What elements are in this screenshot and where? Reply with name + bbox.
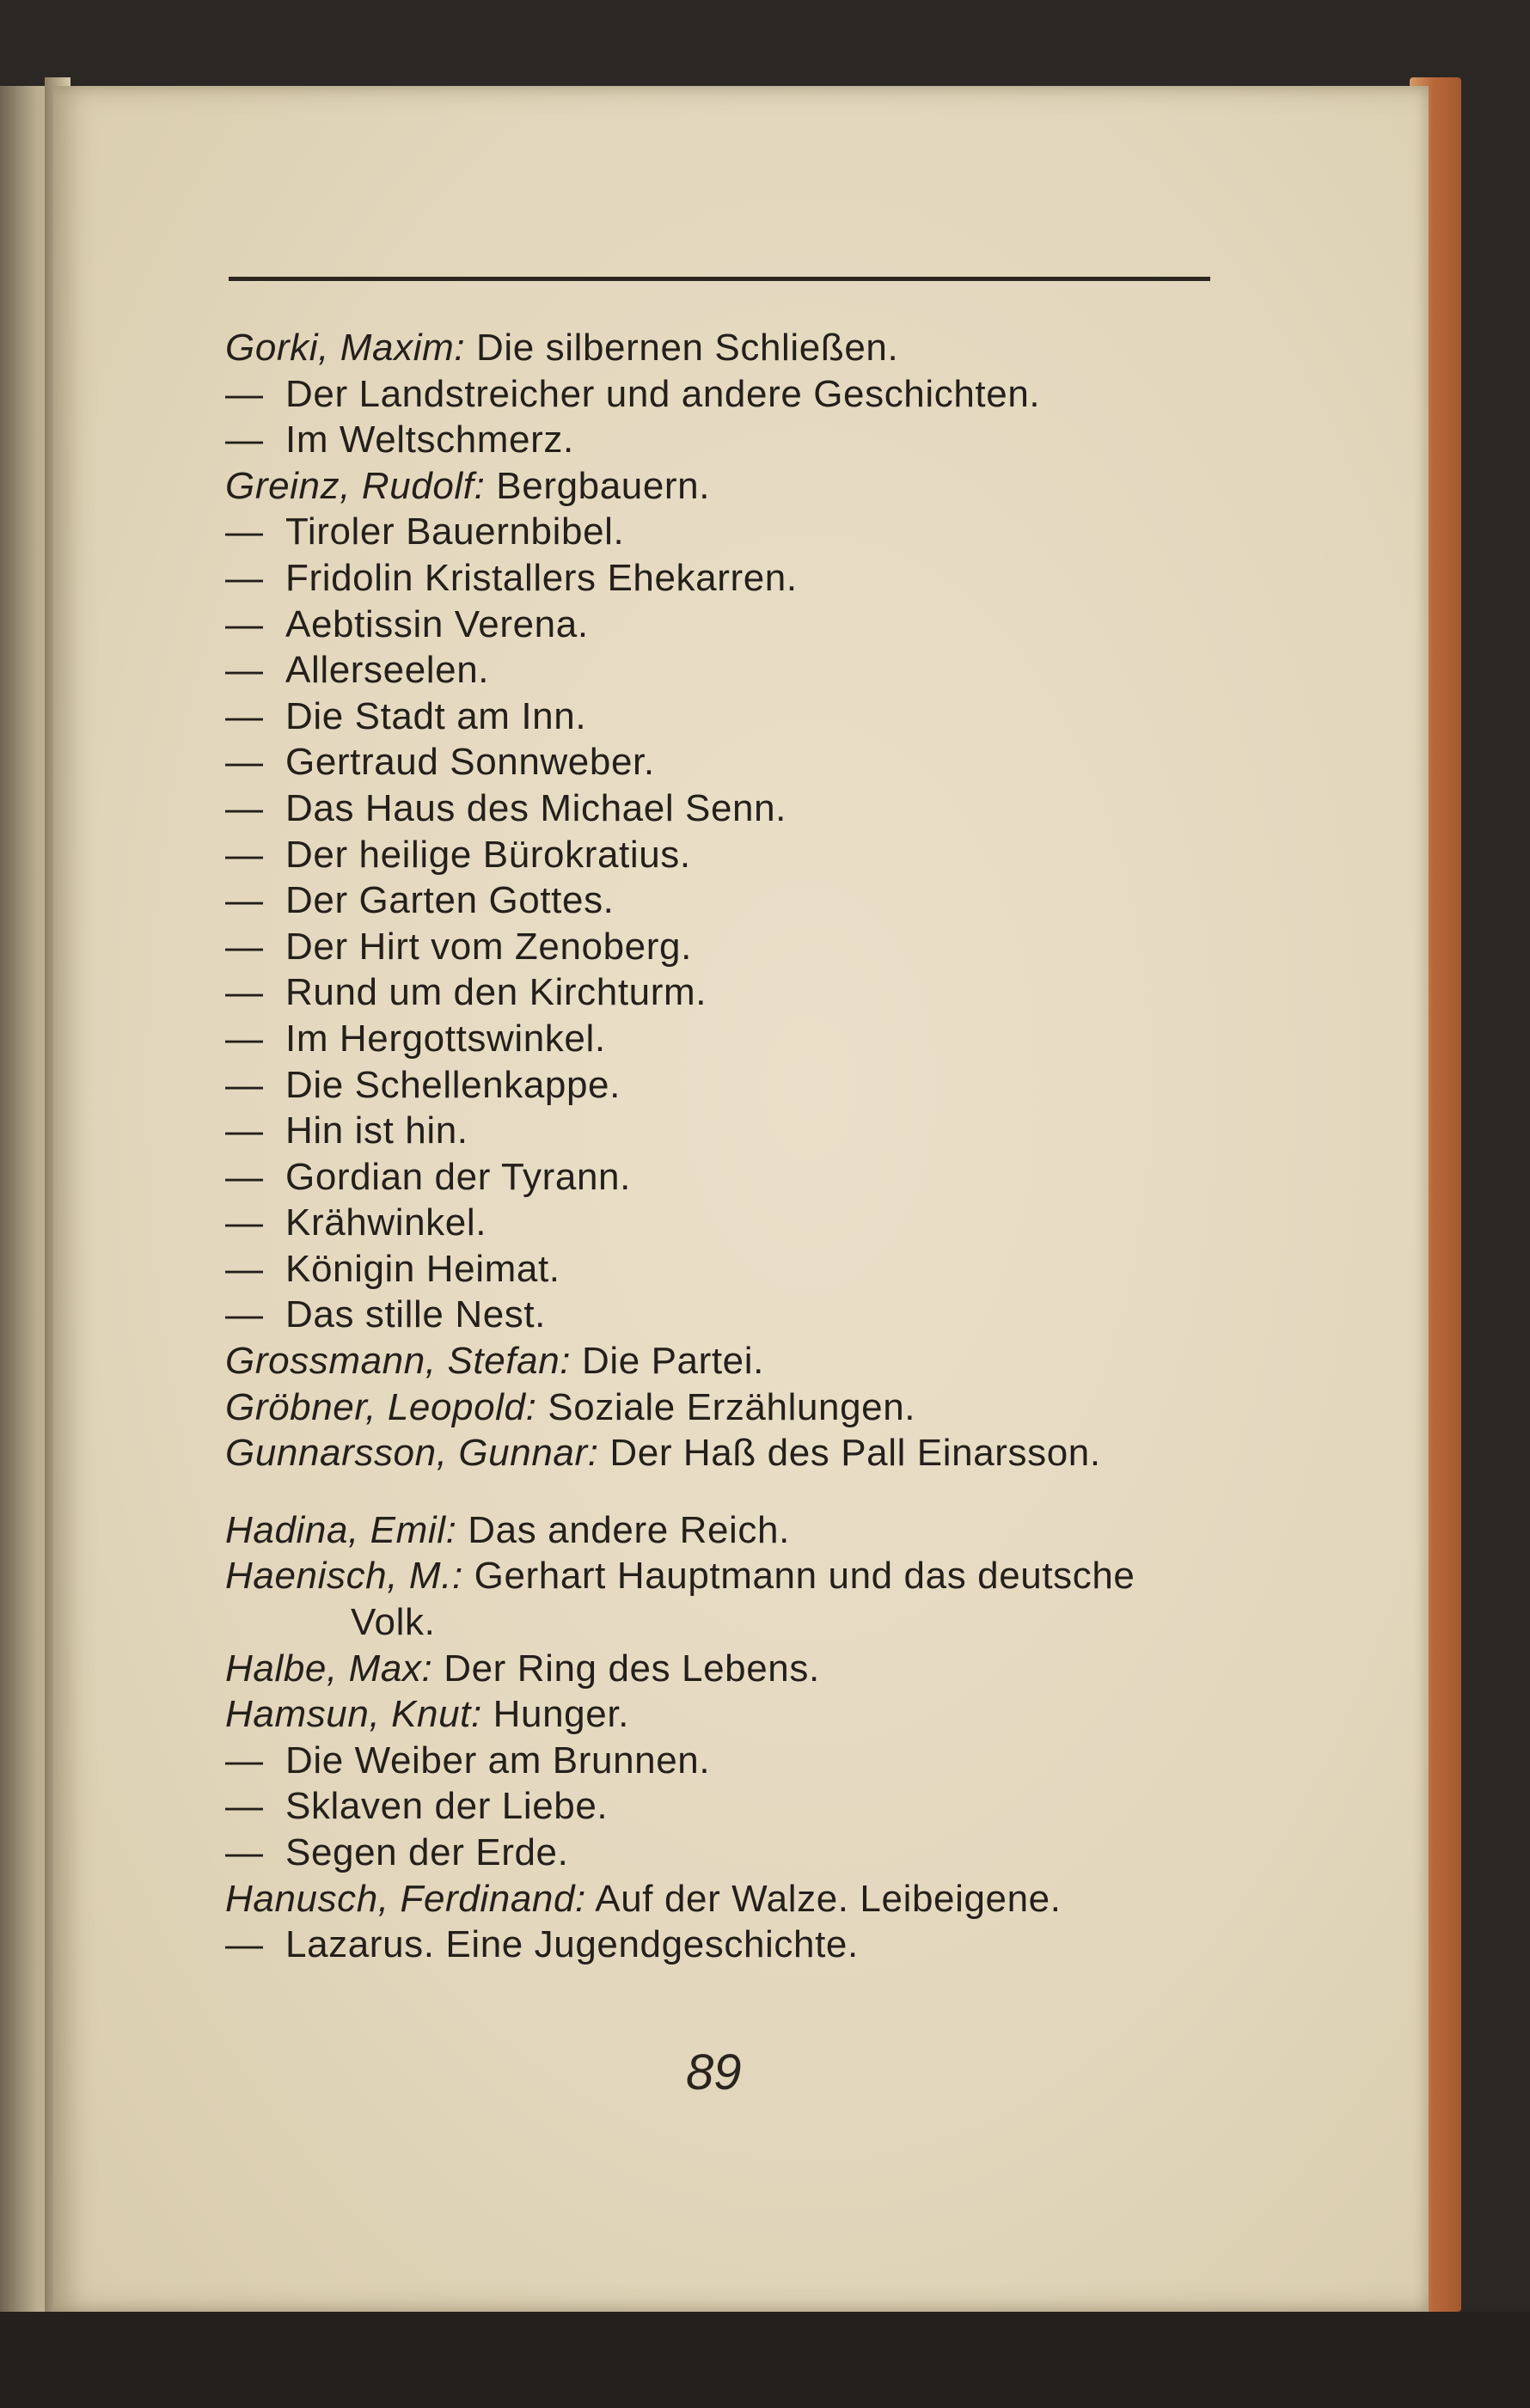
entry-title: Der Landstreicher und andere Geschichten. bbox=[285, 372, 1041, 415]
header-rule bbox=[229, 277, 1210, 281]
entry-title: Der Haß des Pall Einarsson. bbox=[609, 1432, 1101, 1475]
entry-dash: — bbox=[225, 1831, 264, 1873]
entry bbox=[225, 509, 1308, 555]
section-gap bbox=[225, 1476, 1308, 1507]
entry-title: Rund um den Kirchturm. bbox=[285, 971, 707, 1014]
entry-title: Hunger. bbox=[493, 1693, 629, 1736]
entry-continuation: Volk. bbox=[351, 1601, 436, 1644]
entry-title: Soziale Erzählungen. bbox=[548, 1385, 916, 1428]
entry-dash: — bbox=[225, 419, 264, 461]
entry-title: Hin ist hin. bbox=[285, 1109, 468, 1152]
entry-dash: — bbox=[225, 649, 264, 692]
entry-title: Der Hirt vom Zenoberg. bbox=[285, 925, 692, 968]
entry-dash: — bbox=[225, 971, 264, 1014]
entry bbox=[225, 877, 1308, 924]
entry-author: Greinz, Rudolf: bbox=[225, 464, 486, 507]
entry-author: Hamsun, Knut: bbox=[225, 1693, 482, 1736]
entry-dash: — bbox=[225, 786, 264, 829]
scan-background-bottom bbox=[0, 2312, 1530, 2408]
entry-author: Halbe, Max: bbox=[225, 1647, 433, 1690]
entry bbox=[225, 1246, 1308, 1293]
entry bbox=[225, 1553, 1308, 1599]
entry-title: Der Ring des Lebens. bbox=[444, 1647, 820, 1690]
entry bbox=[225, 1016, 1308, 1062]
entry bbox=[225, 1691, 1308, 1738]
entry-dash: — bbox=[225, 1247, 264, 1290]
entry-dash: — bbox=[225, 1293, 264, 1336]
entry bbox=[225, 739, 1308, 785]
entry bbox=[225, 1292, 1308, 1338]
entry bbox=[225, 647, 1308, 694]
entry-author: Hanusch, Ferdinand: bbox=[225, 1877, 586, 1920]
entry-title: Allerseelen. bbox=[285, 649, 490, 692]
entry-dash: — bbox=[225, 1017, 264, 1060]
entry-title: Im Hergottswinkel. bbox=[285, 1017, 606, 1060]
entry-title: Segen der Erde. bbox=[285, 1831, 569, 1873]
page-number: 89 bbox=[686, 2044, 742, 2100]
entry bbox=[225, 1338, 1308, 1384]
entry bbox=[225, 1384, 1308, 1431]
entry-dash: — bbox=[225, 694, 264, 737]
entry-dash: — bbox=[225, 1923, 264, 1966]
entry bbox=[225, 1062, 1308, 1109]
entry bbox=[225, 832, 1308, 878]
entry-title: Die Stadt am Inn. bbox=[285, 694, 587, 737]
entry-dash: — bbox=[225, 556, 264, 599]
entry-title: Das andere Reich. bbox=[468, 1508, 790, 1551]
entry bbox=[225, 417, 1308, 463]
entry bbox=[225, 1646, 1308, 1692]
entry-dash: — bbox=[225, 925, 264, 968]
entry-dash: — bbox=[225, 1063, 264, 1106]
entry-title: Der Garten Gottes. bbox=[285, 879, 615, 922]
entry-author: Haenisch, M.: bbox=[225, 1555, 463, 1598]
entry-title: Die Schellenkappe. bbox=[285, 1063, 621, 1106]
entry-author: Hadina, Emil: bbox=[225, 1508, 457, 1551]
entry-dash: — bbox=[225, 879, 264, 922]
entry-title: Lazarus. Eine Jugendgeschichte. bbox=[285, 1923, 859, 1966]
entry-dash: — bbox=[225, 1785, 264, 1828]
entry-dash: — bbox=[225, 602, 264, 645]
entry bbox=[225, 1783, 1308, 1830]
entry bbox=[225, 1108, 1308, 1154]
catalog-entries bbox=[225, 325, 1308, 1968]
entry-title: Fridolin Kristallers Ehekarren. bbox=[285, 556, 798, 599]
entry-author: Gorki, Maxim: bbox=[225, 327, 466, 369]
entry bbox=[225, 463, 1308, 510]
entry-title: Das stille Nest. bbox=[285, 1293, 547, 1336]
entry bbox=[225, 694, 1308, 740]
entry-dash: — bbox=[225, 741, 264, 784]
entry-title: Die silbernen Schließen. bbox=[475, 327, 899, 369]
entry-dash: — bbox=[225, 1155, 264, 1198]
entry-title: Aebtissin Verena. bbox=[285, 602, 589, 645]
entry bbox=[225, 555, 1308, 602]
entry bbox=[225, 1830, 1308, 1876]
entry-title: Der heilige Bürokratius. bbox=[285, 833, 691, 876]
entry bbox=[225, 1922, 1308, 1968]
entry bbox=[225, 371, 1308, 418]
entry-author: Grossmann, Stefan: bbox=[225, 1340, 572, 1383]
entry bbox=[225, 325, 1308, 371]
entry-title: Königin Heimat. bbox=[285, 1247, 560, 1290]
entry-title: Bergbauern. bbox=[496, 464, 711, 507]
entry-title: Gerhart Hauptmann und das deutsche bbox=[474, 1555, 1135, 1598]
entry-title: Auf der Walze. Leibeigene. bbox=[595, 1877, 1062, 1920]
entry bbox=[225, 924, 1308, 970]
entry-author: Gunnarsson, Gunnar: bbox=[225, 1432, 599, 1475]
entry bbox=[225, 969, 1308, 1016]
entry bbox=[225, 1738, 1308, 1784]
entry-title: Die Partei. bbox=[581, 1340, 764, 1383]
entry-dash: — bbox=[225, 1739, 264, 1782]
entry-title: Das Haus des Michael Senn. bbox=[285, 786, 787, 829]
entry-dash: — bbox=[225, 833, 264, 876]
entry-dash: — bbox=[225, 1201, 264, 1244]
entry bbox=[225, 1507, 1308, 1554]
entry-dash: — bbox=[225, 510, 264, 553]
entry-title: Krähwinkel. bbox=[285, 1201, 487, 1244]
entry bbox=[225, 1876, 1308, 1922]
entry bbox=[225, 1154, 1308, 1201]
entry bbox=[225, 785, 1308, 832]
entry-author: Gröbner, Leopold: bbox=[225, 1385, 537, 1428]
entry bbox=[225, 1200, 1308, 1246]
entry-dash: — bbox=[225, 372, 264, 415]
entry bbox=[225, 1430, 1308, 1476]
entry-title: Gertraud Sonnweber. bbox=[285, 741, 655, 784]
entry-title: Tiroler Bauernbibel. bbox=[285, 510, 625, 553]
entry-title: Im Weltschmerz. bbox=[285, 419, 574, 461]
entry-title: Die Weiber am Brunnen. bbox=[285, 1739, 711, 1782]
entry bbox=[225, 602, 1308, 648]
entry-title: Gordian der Tyrann. bbox=[285, 1155, 631, 1198]
entry-dash: — bbox=[225, 1109, 264, 1152]
entry-title: Sklaven der Liebe. bbox=[285, 1785, 609, 1828]
